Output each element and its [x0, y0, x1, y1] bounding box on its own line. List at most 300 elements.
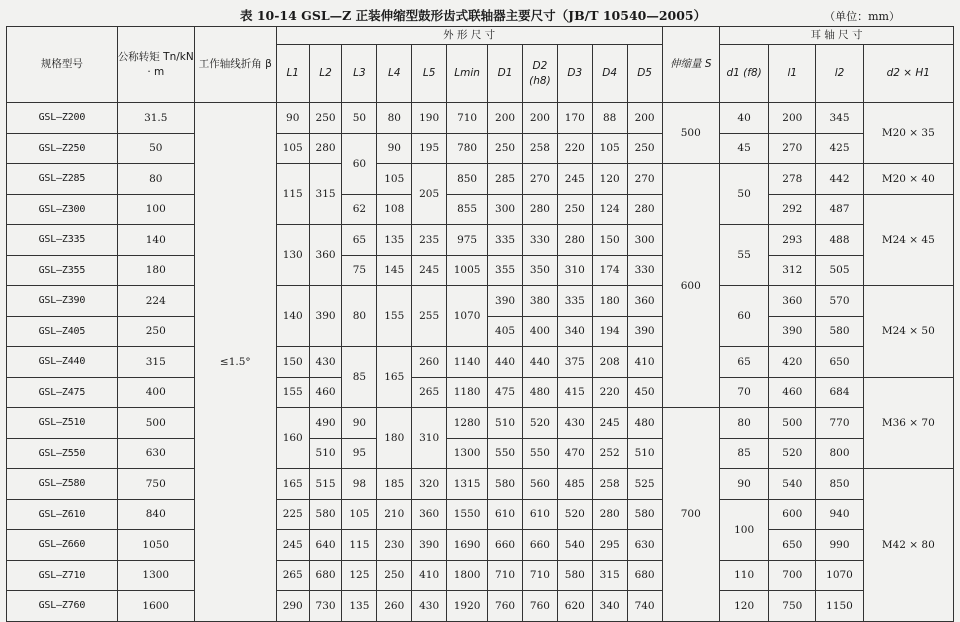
l4-cell: 210 [377, 499, 412, 530]
d1-cell: 85 [720, 438, 769, 469]
d1-cell: 300 [488, 194, 523, 225]
l5-cell: 310 [412, 408, 447, 469]
d2-cell: 480 [522, 377, 557, 408]
d5-cell: 630 [627, 530, 662, 561]
l2-cell: 650 [816, 347, 863, 378]
header-trunnion-group: 耳 轴 尺 寸 [720, 27, 954, 45]
l1-cell: 160 [276, 408, 309, 469]
d1-cell: 80 [720, 408, 769, 439]
torque-cell: 1300 [117, 560, 194, 591]
header-L3: L3 [342, 45, 377, 103]
s-cell: 700 [662, 408, 719, 622]
l2-cell: 770 [816, 408, 863, 439]
torque-cell: 180 [117, 255, 194, 286]
l1-cell: 460 [769, 377, 816, 408]
header-stroke: 伸缩量 S [662, 27, 719, 103]
l1-cell: 540 [769, 469, 816, 500]
l1-cell: 150 [276, 347, 309, 378]
lmin-cell: 1920 [447, 591, 488, 622]
d5-cell: 390 [627, 316, 662, 347]
l4-cell: 105 [377, 164, 412, 195]
l4-cell: 260 [377, 591, 412, 622]
lmin-cell: 1300 [447, 438, 488, 469]
d2-cell: 280 [522, 194, 557, 225]
l2-cell: 515 [309, 469, 342, 500]
d4-cell: 295 [592, 530, 627, 561]
l2-cell: 360 [309, 225, 342, 286]
l2-cell: 488 [816, 225, 863, 256]
torque-cell: 1600 [117, 591, 194, 622]
d1-cell: 60 [720, 286, 769, 347]
unit-note: （单位：mm） [824, 10, 900, 23]
model-cell: GSL—Z285 [7, 164, 118, 195]
header-D2: D2 (h8) [522, 45, 557, 103]
d5-cell: 300 [627, 225, 662, 256]
header-D5: D5 [627, 45, 662, 103]
d2-cell: 200 [522, 103, 557, 134]
d1-cell: 250 [488, 133, 523, 164]
torque-cell: 100 [117, 194, 194, 225]
l1-cell: 270 [769, 133, 816, 164]
lmin-cell: 1140 [447, 347, 488, 378]
d3-cell: 280 [557, 225, 592, 256]
d5-cell: 480 [627, 408, 662, 439]
l5-cell: 430 [412, 591, 447, 622]
d5-cell: 360 [627, 286, 662, 317]
l2-cell: 430 [309, 347, 342, 378]
torque-cell: 140 [117, 225, 194, 256]
l2-cell: 510 [309, 438, 342, 469]
d2h1-cell: M24 × 50 [863, 286, 953, 378]
header-L2: L2 [309, 45, 342, 103]
d3-cell: 540 [557, 530, 592, 561]
l1-cell: 750 [769, 591, 816, 622]
d1-cell: 475 [488, 377, 523, 408]
header-Lmin: Lmin [447, 45, 488, 103]
l2-cell: 460 [309, 377, 342, 408]
d2h1-cell: M24 × 45 [863, 194, 953, 286]
d1-cell: 200 [488, 103, 523, 134]
d1-cell: 760 [488, 591, 523, 622]
l3-cell: 95 [342, 438, 377, 469]
l1-cell: 200 [769, 103, 816, 134]
l2-cell: 442 [816, 164, 863, 195]
d1-cell: 65 [720, 347, 769, 378]
model-cell: GSL—Z550 [7, 438, 118, 469]
d3-cell: 375 [557, 347, 592, 378]
header-D1: D1 [488, 45, 523, 103]
d2-cell: 400 [522, 316, 557, 347]
d3-cell: 220 [557, 133, 592, 164]
l2-cell: 280 [309, 133, 342, 164]
model-cell: GSL—Z760 [7, 591, 118, 622]
torque-cell: 400 [117, 377, 194, 408]
l4-cell: 155 [377, 286, 412, 347]
d1-cell: 440 [488, 347, 523, 378]
lmin-cell: 855 [447, 194, 488, 225]
header-l2: l2 [816, 45, 863, 103]
header-L5: L5 [412, 45, 447, 103]
lmin-cell: 1280 [447, 408, 488, 439]
l1-cell: 600 [769, 499, 816, 530]
torque-cell: 224 [117, 286, 194, 317]
l1-cell: 360 [769, 286, 816, 317]
header-d1: d1 (f8) [720, 45, 769, 103]
d4-cell: 245 [592, 408, 627, 439]
d4-cell: 220 [592, 377, 627, 408]
header-D4: D4 [592, 45, 627, 103]
dimension-table [6, 26, 954, 622]
s-cell: 600 [662, 164, 719, 408]
l3-cell: 50 [342, 103, 377, 134]
l3-cell: 125 [342, 560, 377, 591]
l5-cell: 255 [412, 286, 447, 347]
model-cell: GSL—Z250 [7, 133, 118, 164]
l3-cell: 135 [342, 591, 377, 622]
header-outline-group: 外 形 尺 寸 [276, 27, 662, 45]
d2-cell: 330 [522, 225, 557, 256]
header-d2H1: d2 × H1 [863, 45, 953, 103]
l3-cell: 90 [342, 408, 377, 439]
lmin-cell: 1180 [447, 377, 488, 408]
l2-cell: 505 [816, 255, 863, 286]
l1-cell: 700 [769, 560, 816, 591]
l4-cell: 108 [377, 194, 412, 225]
table-header [7, 27, 954, 103]
l1-cell: 165 [276, 469, 309, 500]
l4-cell: 145 [377, 255, 412, 286]
d1-cell: 390 [488, 286, 523, 317]
d2-cell: 610 [522, 499, 557, 530]
d1-cell: 335 [488, 225, 523, 256]
d2-cell: 660 [522, 530, 557, 561]
d1-cell: 355 [488, 255, 523, 286]
d1-cell: 50 [720, 164, 769, 225]
d3-cell: 415 [557, 377, 592, 408]
l4-cell: 180 [377, 408, 412, 469]
torque-cell: 750 [117, 469, 194, 500]
table-row [7, 194, 954, 225]
d5-cell: 410 [627, 347, 662, 378]
header-L1: L1 [276, 45, 309, 103]
d3-cell: 520 [557, 499, 592, 530]
l2-cell: 1150 [816, 591, 863, 622]
d1-cell: 510 [488, 408, 523, 439]
l1-cell: 292 [769, 194, 816, 225]
model-cell: GSL—Z710 [7, 560, 118, 591]
l3-cell: 60 [342, 133, 377, 194]
l5-cell: 190 [412, 103, 447, 134]
s-cell: 500 [662, 103, 719, 164]
l3-cell: 75 [342, 255, 377, 286]
lmin-cell: 975 [447, 225, 488, 256]
l1-cell: 115 [276, 164, 309, 225]
d3-cell: 470 [557, 438, 592, 469]
d4-cell: 174 [592, 255, 627, 286]
table-row [7, 499, 954, 530]
d3-cell: 250 [557, 194, 592, 225]
torque-cell: 630 [117, 438, 194, 469]
d3-cell: 245 [557, 164, 592, 195]
l2-cell: 570 [816, 286, 863, 317]
model-cell: GSL—Z405 [7, 316, 118, 347]
l2-cell: 580 [309, 499, 342, 530]
d2-cell: 350 [522, 255, 557, 286]
d3-cell: 335 [557, 286, 592, 317]
l5-cell: 195 [412, 133, 447, 164]
table-row [7, 377, 954, 408]
table-row [7, 164, 954, 195]
l4-cell: 90 [377, 133, 412, 164]
l3-cell: 105 [342, 499, 377, 530]
lmin-cell: 1070 [447, 286, 488, 347]
d1-cell: 100 [720, 499, 769, 560]
l3-cell: 98 [342, 469, 377, 500]
table-row [7, 530, 954, 561]
d4-cell: 194 [592, 316, 627, 347]
d4-cell: 208 [592, 347, 627, 378]
d4-cell: 340 [592, 591, 627, 622]
l5-cell: 235 [412, 225, 447, 256]
model-cell: GSL—Z355 [7, 255, 118, 286]
d4-cell: 88 [592, 103, 627, 134]
d2-cell: 258 [522, 133, 557, 164]
l2-cell: 250 [309, 103, 342, 134]
d3-cell: 310 [557, 255, 592, 286]
angle-cell: ≤1.5° [194, 103, 276, 622]
l5-cell: 320 [412, 469, 447, 500]
l1-cell: 90 [276, 103, 309, 134]
l5-cell: 265 [412, 377, 447, 408]
table-row [7, 408, 954, 439]
table-row [7, 133, 954, 164]
l1-cell: 278 [769, 164, 816, 195]
d2-cell: 440 [522, 347, 557, 378]
model-cell: GSL—Z580 [7, 469, 118, 500]
d4-cell: 124 [592, 194, 627, 225]
header-l1: l1 [769, 45, 816, 103]
model-cell: GSL—Z660 [7, 530, 118, 561]
l1-cell: 390 [769, 316, 816, 347]
lmin-cell: 850 [447, 164, 488, 195]
l2-cell: 487 [816, 194, 863, 225]
l1-cell: 520 [769, 438, 816, 469]
model-cell: GSL—Z440 [7, 347, 118, 378]
table-row [7, 286, 954, 317]
torque-cell: 1050 [117, 530, 194, 561]
table-row [7, 255, 954, 286]
l2-cell: 684 [816, 377, 863, 408]
d3-cell: 620 [557, 591, 592, 622]
model-cell: GSL—Z200 [7, 103, 118, 134]
lmin-cell: 1800 [447, 560, 488, 591]
torque-cell: 31.5 [117, 103, 194, 134]
d4-cell: 120 [592, 164, 627, 195]
d5-cell: 740 [627, 591, 662, 622]
d5-cell: 510 [627, 438, 662, 469]
table-row [7, 469, 954, 500]
table-row [7, 347, 954, 378]
l1-cell: 140 [276, 286, 309, 347]
torque-cell: 80 [117, 164, 194, 195]
header-L4: L4 [377, 45, 412, 103]
l1-cell: 245 [276, 530, 309, 561]
l3-cell: 115 [342, 530, 377, 561]
d1-cell: 70 [720, 377, 769, 408]
d3-cell: 170 [557, 103, 592, 134]
d1-cell: 550 [488, 438, 523, 469]
l1-cell: 650 [769, 530, 816, 561]
l2-cell: 800 [816, 438, 863, 469]
d3-cell: 430 [557, 408, 592, 439]
l2-cell: 580 [816, 316, 863, 347]
l3-cell: 62 [342, 194, 377, 225]
l4-cell: 165 [377, 347, 412, 408]
lmin-cell: 1315 [447, 469, 488, 500]
d2-cell: 760 [522, 591, 557, 622]
l1-cell: 105 [276, 133, 309, 164]
header-model: 规格型号 [7, 27, 118, 103]
d3-cell: 580 [557, 560, 592, 591]
l1-cell: 312 [769, 255, 816, 286]
l2-cell: 640 [309, 530, 342, 561]
l2-cell: 390 [309, 286, 342, 347]
d4-cell: 315 [592, 560, 627, 591]
l4-cell: 230 [377, 530, 412, 561]
table-title: 表 10-14 GSL—Z 正装伸缩型鼓形齿式联轴器主要尺寸（JB/T 10540—2005） [240, 8, 707, 23]
d1-cell: 45 [720, 133, 769, 164]
l5-cell: 205 [412, 164, 447, 225]
l2-cell: 990 [816, 530, 863, 561]
l2-cell: 1070 [816, 560, 863, 591]
l4-cell: 185 [377, 469, 412, 500]
d1-cell: 120 [720, 591, 769, 622]
d1-cell: 610 [488, 499, 523, 530]
l2-cell: 680 [309, 560, 342, 591]
l5-cell: 360 [412, 499, 447, 530]
torque-cell: 840 [117, 499, 194, 530]
l3-cell: 85 [342, 347, 377, 408]
d5-cell: 250 [627, 133, 662, 164]
d1-cell: 710 [488, 560, 523, 591]
d1-cell: 580 [488, 469, 523, 500]
l4-cell: 135 [377, 225, 412, 256]
model-cell: GSL—Z390 [7, 286, 118, 317]
lmin-cell: 1550 [447, 499, 488, 530]
header-angle: 工作轴线折角 β [194, 27, 276, 103]
d5-cell: 270 [627, 164, 662, 195]
l1-cell: 225 [276, 499, 309, 530]
d4-cell: 180 [592, 286, 627, 317]
d2-cell: 270 [522, 164, 557, 195]
l5-cell: 260 [412, 347, 447, 378]
lmin-cell: 1690 [447, 530, 488, 561]
d1-cell: 40 [720, 103, 769, 134]
d5-cell: 525 [627, 469, 662, 500]
l3-cell: 80 [342, 286, 377, 347]
d3-cell: 340 [557, 316, 592, 347]
d1-cell: 405 [488, 316, 523, 347]
d5-cell: 330 [627, 255, 662, 286]
table-caption [0, 6, 960, 26]
d1-cell: 90 [720, 469, 769, 500]
torque-cell: 50 [117, 133, 194, 164]
l5-cell: 410 [412, 560, 447, 591]
d5-cell: 280 [627, 194, 662, 225]
l5-cell: 390 [412, 530, 447, 561]
l2-cell: 345 [816, 103, 863, 134]
d2-cell: 550 [522, 438, 557, 469]
l2-cell: 315 [309, 164, 342, 225]
d2-cell: 710 [522, 560, 557, 591]
d4-cell: 105 [592, 133, 627, 164]
l2-cell: 730 [309, 591, 342, 622]
l1-cell: 293 [769, 225, 816, 256]
l4-cell: 250 [377, 560, 412, 591]
d1-cell: 55 [720, 225, 769, 286]
d2-cell: 380 [522, 286, 557, 317]
d1-cell: 660 [488, 530, 523, 561]
model-cell: GSL—Z510 [7, 408, 118, 439]
l1-cell: 500 [769, 408, 816, 439]
l1-cell: 130 [276, 225, 309, 286]
table-row [7, 591, 954, 622]
d2h1-cell: M20 × 40 [863, 164, 953, 195]
l1-cell: 155 [276, 377, 309, 408]
l1-cell: 420 [769, 347, 816, 378]
d5-cell: 450 [627, 377, 662, 408]
d2h1-cell: M36 × 70 [863, 377, 953, 469]
d4-cell: 252 [592, 438, 627, 469]
table-row [7, 225, 954, 256]
d5-cell: 680 [627, 560, 662, 591]
l5-cell: 245 [412, 255, 447, 286]
l2-cell: 940 [816, 499, 863, 530]
d2-cell: 560 [522, 469, 557, 500]
d5-cell: 200 [627, 103, 662, 134]
l2-cell: 425 [816, 133, 863, 164]
lmin-cell: 1005 [447, 255, 488, 286]
model-cell: GSL—Z300 [7, 194, 118, 225]
d3-cell: 485 [557, 469, 592, 500]
lmin-cell: 780 [447, 133, 488, 164]
d1-cell: 285 [488, 164, 523, 195]
d5-cell: 580 [627, 499, 662, 530]
table-row [7, 438, 954, 469]
l4-cell: 80 [377, 103, 412, 134]
l3-cell: 65 [342, 225, 377, 256]
torque-cell: 500 [117, 408, 194, 439]
torque-cell: 315 [117, 347, 194, 378]
lmin-cell: 710 [447, 103, 488, 134]
header-torque: 公称转矩 Tn/kN · m [117, 27, 194, 103]
torque-cell: 250 [117, 316, 194, 347]
model-cell: GSL—Z335 [7, 225, 118, 256]
table-body [7, 103, 954, 622]
d4-cell: 280 [592, 499, 627, 530]
model-cell: GSL—Z610 [7, 499, 118, 530]
d1-cell: 110 [720, 560, 769, 591]
l2-cell: 850 [816, 469, 863, 500]
d2-cell: 520 [522, 408, 557, 439]
table-row [7, 560, 954, 591]
l1-cell: 265 [276, 560, 309, 591]
l1-cell: 290 [276, 591, 309, 622]
table-row [7, 103, 954, 134]
d2h1-cell: M42 × 80 [863, 469, 953, 622]
d4-cell: 258 [592, 469, 627, 500]
d4-cell: 150 [592, 225, 627, 256]
